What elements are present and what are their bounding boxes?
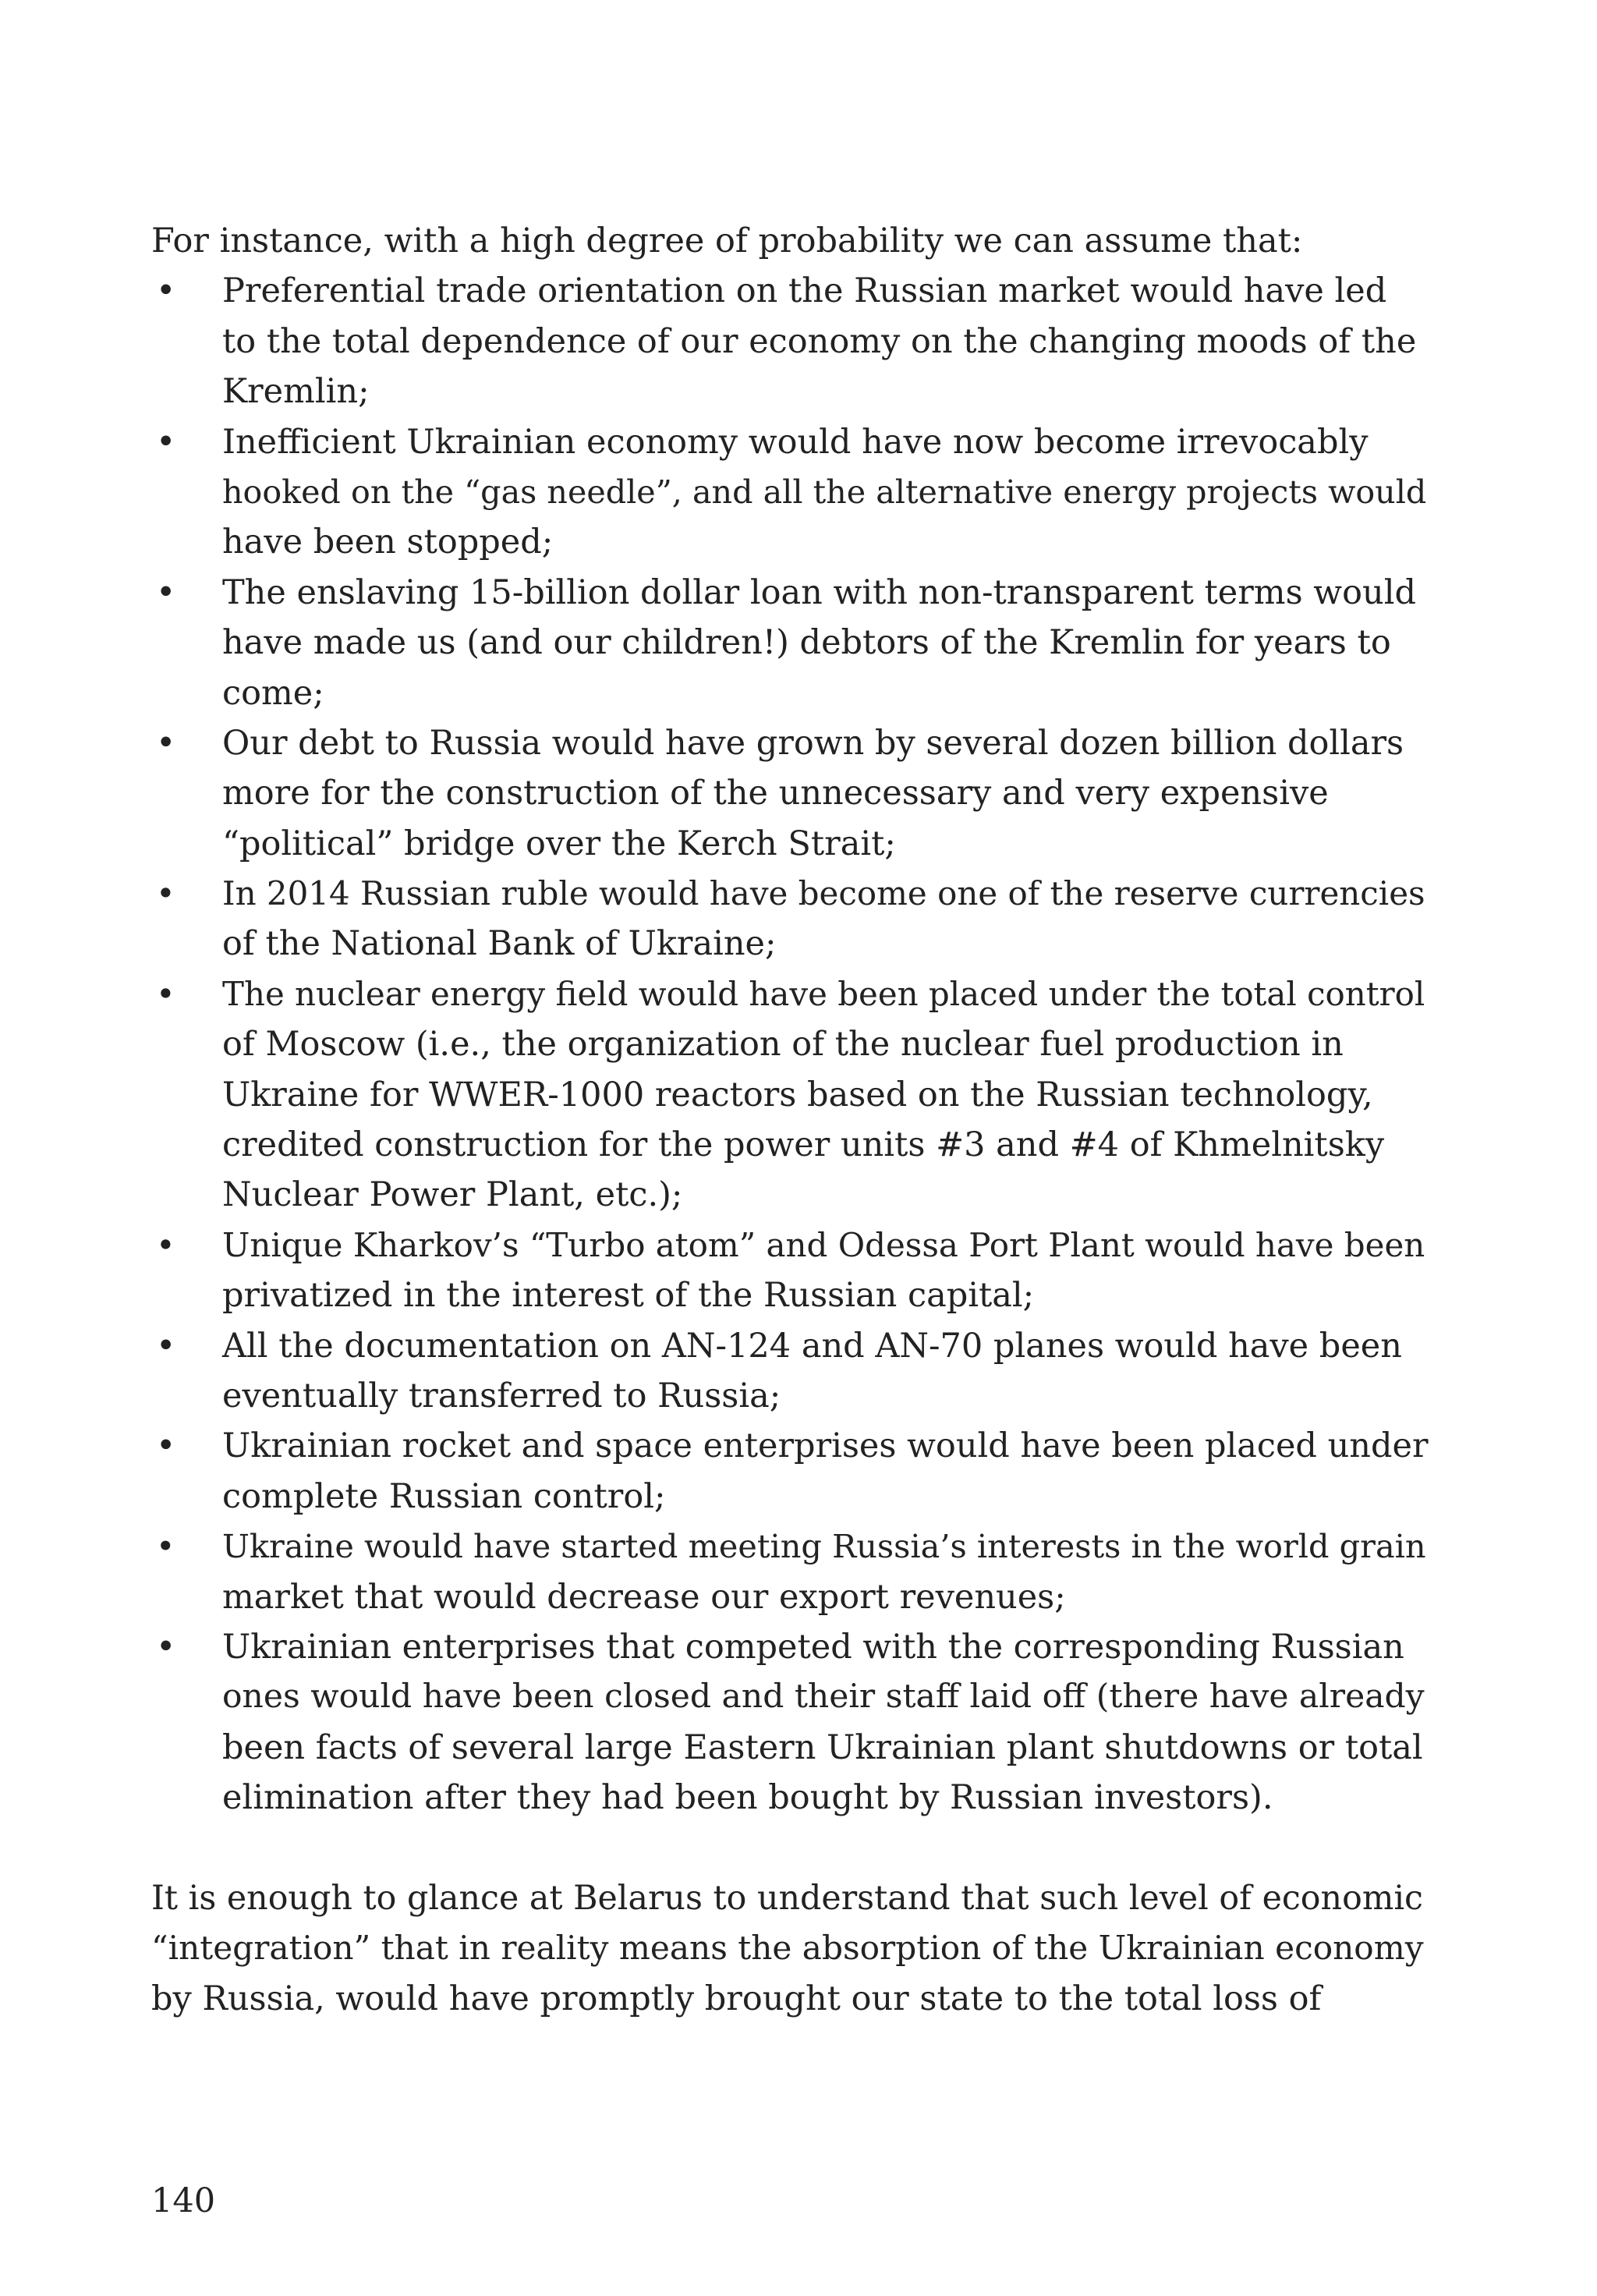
list-item-line: to the total dependence of our economy on the changing moods of the [222,321,1417,361]
paragraph-gap [151,1823,1430,1873]
list-item-line: • Ukrainian rocket and space enterprises would have been placed under [151,1421,1430,1471]
bullet-icon: • [156,723,176,763]
list-item [151,417,1430,568]
list-item-line: of the National Bank of Ukraine; [222,924,777,964]
bullet-icon: • [156,1225,175,1264]
list-item-line: “political” bridge over the Kerch Strait; [222,824,896,863]
list-item [151,568,1430,718]
list-item-line: • The enslaving 15-billion dollar loan with non-transparent terms would [151,568,1430,618]
bullet-icon: • [156,422,176,462]
list-item-line: hooked on the “gas needle”, and all the alternative energy projects would [222,473,1427,511]
list-item-line: privatized in the interest of the Russian capital; [222,1276,1035,1316]
list-item-line: complete Russian control; [222,1476,666,1516]
list-item-line: eventually transferred to Russia; [222,1376,781,1416]
list-item-line: of Moscow (i.e., the organization of the nuclear fuel production in [222,1025,1344,1065]
list-item-line: market that would decrease our export revenues; [222,1577,1066,1617]
list-item-line: • All the documentation on AN-124 and AN-70 planes would have been [151,1321,1430,1371]
page-number: 140 [151,2181,216,2220]
list-item-line: ones would have been closed and their staff laid off (there have already [222,1678,1425,1717]
list-item [151,1622,1430,1823]
list-item [151,1321,1430,1422]
list-item-line: elimination after they had been bought by Russian investors). [222,1778,1273,1818]
list-item-line: come; [222,673,324,713]
list-item [151,1522,1430,1622]
list-item [151,1421,1430,1522]
list-item-line: Nuclear Power Plant, etc.); [222,1175,683,1215]
list-item-line: have been stopped; [222,523,554,562]
list-item [151,869,1430,969]
bullet-icon: • [156,572,176,612]
list-item-line: • Inefficient Ukrainian economy would have now become irrevocably [151,417,1430,467]
list-item-line: • In 2014 Russian ruble would have become one of the reserve currencies [151,869,1430,919]
bullet-icon: • [156,874,175,913]
paragraph-line: by Russia, would have promptly brought our state to the total loss of [151,1979,1322,2018]
list-item-line: more for the construction of the unnecessary and very expensive [222,774,1329,813]
list-item-line: • Preferential trade orientation on the Russian market would have led [151,266,1430,316]
intro-paragraph: For instance, with a high degree of probability we can assume that: [151,221,1303,260]
body-text [151,216,1430,2024]
bullet-icon: • [156,271,176,311]
list-item-line: have made us (and our children!) debtors of the Kremlin for years to [222,623,1391,663]
list-item-line: • Unique Kharkov’s “Turbo atom” and Odessa Port Plant would have been [151,1221,1430,1270]
paragraph-line: It is enough to glance at Belarus to understand that such level of economic [151,1878,1423,1918]
list-item-line: • Ukraine would have started meeting Russia’s interests in the world grain [151,1522,1430,1571]
bullet-icon: • [156,1528,175,1566]
closing-paragraph [151,1873,1430,2024]
bullet-icon: • [156,1627,176,1667]
list-item-line: • Ukrainian enterprises that competed with the corresponding Russian [151,1622,1430,1672]
paragraph-line: “integration” that in reality means the absorption of the Ukrainian economy [151,1929,1424,1968]
bullet-list [151,266,1430,1823]
list-item-line: credited construction for the power units #3 and #4 of Khmelnitsky [222,1125,1385,1165]
list-item-line: Kremlin; [222,372,370,412]
list-item-line: Ukraine for WWER-1000 reactors based on the Russian technology, [222,1075,1373,1114]
list-item-line: • Our debt to Russia would have grown by several dozen billion dollars [151,718,1430,768]
bullet-icon: • [156,1326,176,1366]
list-item [151,1221,1430,1321]
list-item [151,266,1430,416]
bullet-icon: • [156,1426,176,1466]
list-item-line: been facts of several large Eastern Ukrainian plant shutdowns or total [222,1727,1423,1767]
list-item [151,969,1430,1221]
list-item-line: • The nuclear energy field would have been placed under the total control [151,969,1430,1019]
list-item [151,718,1430,869]
bullet-icon: • [156,974,175,1013]
